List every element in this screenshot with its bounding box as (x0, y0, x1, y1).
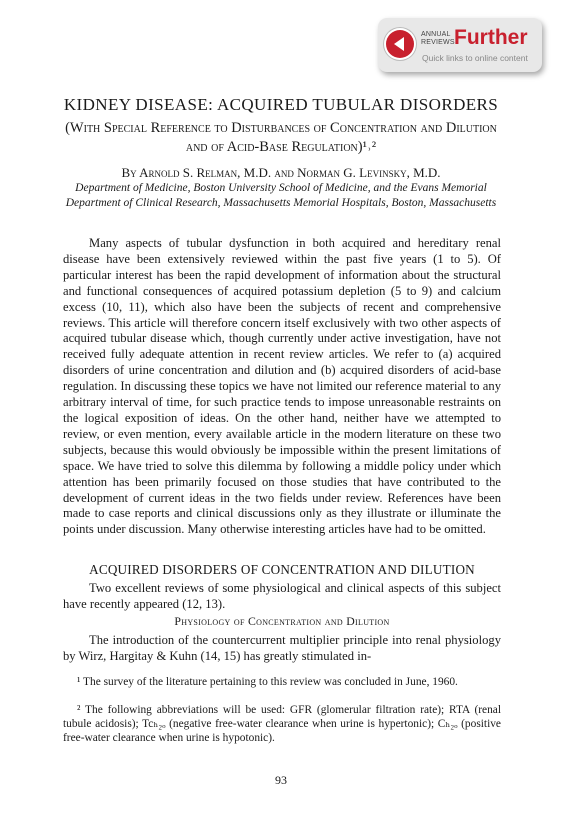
article-title: KIDNEY DISEASE: ACQUIRED TUBULAR DISORDERS (63, 95, 499, 114)
author-affiliation: Department of Medicine, Boston University School of Medicine, and the Evans Memorial Department of Clinical Research, Massachusetts Memorial Hospitals, Boston, Massachusetts (65, 182, 497, 209)
further-links-badge[interactable] (378, 18, 542, 72)
physiology-paragraph: The introduction of the countercurrent multiplier principle into renal physiology by Wirz, Hargitay & Kuhn (14, 15) has greatly stimulated in- (63, 633, 501, 663)
footnote-2: ² The following abbreviations will be used: GFR (glomerular filtration rate); RTA (renal tubule acidosis); Tcₕ₂ₒ (negative free-water clearance when urine is hypertonic); Cₕ₂ₒ (positive free-water clearance when urine is hypotonic). (63, 704, 501, 744)
subsection-heading: Physiology of Concentration and Dilution (174, 614, 390, 628)
article-authors: By Arnold S. Relman, M.D. and Norman G. Levinsky, M.D. (121, 165, 441, 180)
badge-quick-links-text: Quick links to online content (422, 53, 528, 63)
article-subtitle: (With Special Reference to Disturbances of Concentration and Dilution and of Acid-Base Regulation)¹˒² (65, 120, 497, 155)
arrow-left-icon (386, 30, 414, 58)
page-number: 93 (275, 773, 287, 787)
intro-paragraph: Many aspects of tubular dysfunction in both acquired and hereditary renal disease have been extensively reviewed within the past five years (1 to 5). Of particular interest has been the rapid development of information about the structural and functional consequences of acquired potassium depletion (5 to 9) and calcium excess (10, 11), which also have been the subjects of recent and comprehensive reviews. This article will therefore concern itself exclusively with two other aspects of acquired tubular disease which, though currently under active investigation, have not received fully adequate attention in recent review articles. We refer to (a) acquired disorders of urine concentration and dilution and (b) acquired disorders of acid-base regulation. In discussing these topics we have not limited our reference material to any arbitrary interval of time, for such practice tends to impose unreasonable restraints on the logical exposition of ideas. On the other hand, neither have we attempted to review, or even mention, every available article in the modern literature on these two subjects, because this would obviously be impossible within the present limitations of space. We have tried to solve this dilemma by following a middle policy under which attention has been primarily focused on those studies that have contributed to the development of current ideas in the two fields under review. References have been made to case reports and clinical discussions only as they illustrate or illuminate the points under discussion. Many otherwise interesting articles have had to be omitted. (63, 236, 501, 537)
section-heading: ACQUIRED DISORDERS OF CONCENTRATION AND DILUTION (89, 562, 475, 577)
badge-annual-text: ANNUAL (421, 31, 451, 38)
reviews-paragraph: Two excellent reviews of some physiological and clinical aspects of this subject have recently appeared (12, 13). (63, 581, 501, 611)
badge-further-text: Further (454, 26, 528, 49)
badge-publisher-label (421, 31, 455, 46)
badge-reviews-text: REVIEWS (421, 38, 455, 46)
footnote-1: ¹ The survey of the literature pertaining to this review was concluded in June, 1960. (77, 676, 458, 688)
